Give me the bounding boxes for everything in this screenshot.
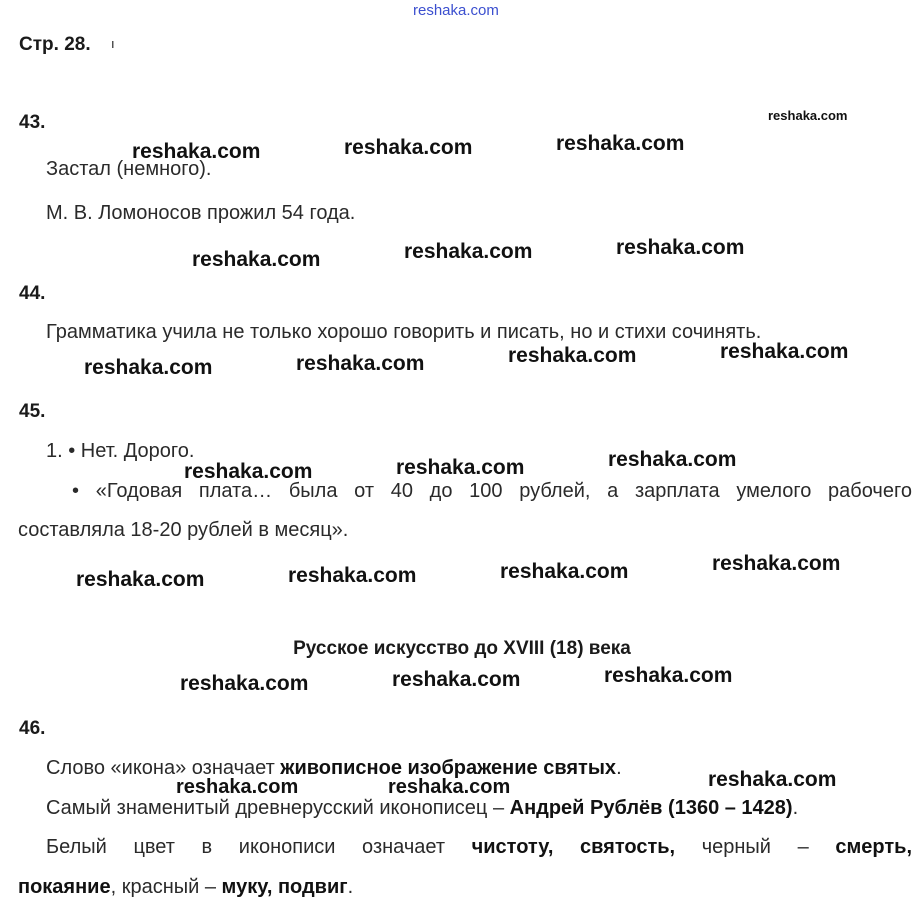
p4-text: , красный – [110,876,222,898]
task-45-number: 45. [19,401,46,422]
header-mark: ı [111,36,115,51]
word: рабочего [828,480,912,502]
word: иконописи [238,836,336,858]
watermark: reshaka.com [500,560,629,583]
watermark: reshaka.com [180,672,309,695]
watermark: reshaka.com [720,340,849,363]
task-46-paragraph-1 [46,757,622,780]
p2-end: . [792,797,799,819]
word: а [607,480,619,502]
watermark: reshaka.com [388,776,511,798]
watermark: reshaka.com [84,356,213,379]
word: чистоту, [471,836,554,858]
word: означает [362,836,446,858]
section-title: Русское искусство до XVIII (18) века [293,638,631,659]
watermark: reshaka.com [508,344,637,367]
p1-text: Слово «икона» означает [46,757,281,779]
page-header: Стр. 28. [19,34,91,55]
task-43-number: 43. [19,112,46,133]
word: плата… [198,480,273,502]
watermark: reshaka.com [192,248,321,271]
word: умелого [736,480,812,502]
word: до [429,480,453,502]
task-43-line-2: М. В. Ломоносов прожил 54 года. [46,202,356,224]
p4-end: . [347,876,354,898]
word: • [72,480,80,502]
watermark: reshaka.com [616,236,745,259]
word: зарплата [634,480,720,502]
word: была [288,480,338,502]
word: рублей, [519,480,591,502]
watermark: reshaka.com [556,132,685,155]
watermark: reshaka.com [76,568,205,591]
word: 100 [469,480,503,502]
word: «Годовая [95,480,183,502]
task-44-line-1: Грамматика учила не только хорошо говорить и писать, но и стихи сочинять. [46,321,762,343]
task-44-number: 44. [19,283,46,304]
watermark: reshaka.com [708,768,837,791]
p1-bold: живописное изображение святых [280,757,617,779]
task-46-paragraph-3 [46,836,912,859]
site-watermark-top: reshaka.com [413,2,499,19]
task-46-paragraph-3-cont [18,876,353,899]
word: смерть, [835,836,912,858]
watermark: reshaka.com [396,456,525,479]
word: от [354,480,374,502]
watermark: reshaka.com [288,564,417,587]
watermark: reshaka.com [132,140,261,163]
word: святость, [580,836,676,858]
watermark: reshaka.com [184,460,313,483]
word: в [201,836,213,858]
p4-bold-2: муку, подвиг [221,876,348,898]
p1-end: . [616,757,622,779]
p4-bold-1: покаяние [18,876,111,898]
watermark: reshaka.com [344,136,473,159]
p2-text: Самый знаменитый древнерусский иконописец – [46,797,510,819]
watermark: reshaka.com [392,668,521,691]
watermark: reshaka.com [176,776,299,798]
task-46-number: 46. [19,718,46,739]
word: цвет [133,836,175,858]
task-45-line-1: 1. • Нет. Дорого. [46,440,195,462]
word: черный [701,836,771,858]
p2-bold: Андрей Рублёв (1360 – 1428) [509,797,793,819]
word: – [797,836,809,858]
watermark: reshaka.com [768,108,848,123]
task-45-line-3: составляла 18-20 рублей в месяц». [18,519,349,541]
watermark: reshaka.com [712,552,841,575]
watermark: reshaka.com [604,664,733,687]
task-43-line-1: Застал (немного). [46,158,212,180]
watermark: reshaka.com [608,448,737,471]
watermark: reshaka.com [296,352,425,375]
watermark: reshaka.com [404,240,533,263]
word: Белый [46,836,107,858]
task-46-paragraph-2 [46,797,798,820]
word: 40 [390,480,413,502]
